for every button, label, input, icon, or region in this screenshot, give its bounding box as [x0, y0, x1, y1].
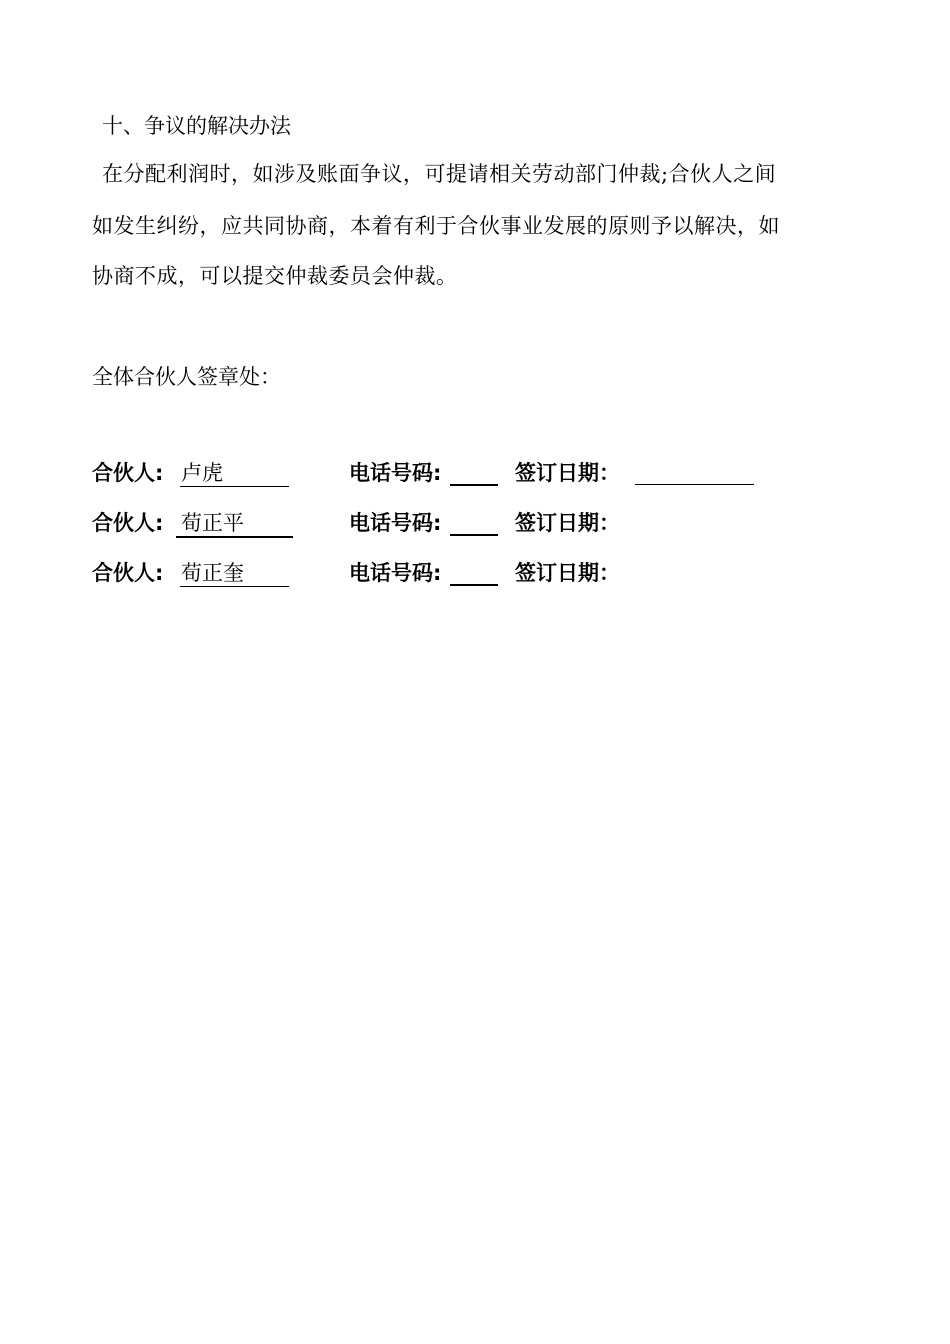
partner-name-field[interactable]: 荀正奎 — [180, 558, 289, 587]
partner-name-field[interactable]: 卢虎 — [180, 458, 289, 487]
paragraph-line-2: 如发生纠纷，应共同协商，本着有利于合伙事业发展的原则予以解决，如 — [92, 214, 780, 238]
date-label: 签订日期： — [515, 511, 620, 535]
phone-blank-field[interactable] — [450, 458, 498, 486]
phone-label: 电话号码: — [349, 561, 442, 585]
phone-blank-field[interactable] — [450, 508, 498, 536]
date-label: 签订日期： — [515, 561, 620, 585]
phone-blank-field[interactable] — [450, 558, 498, 586]
section-heading: 十、争议的解决办法 — [102, 114, 291, 138]
date-blank-field[interactable] — [635, 458, 754, 485]
partner-label: 合伙人: — [92, 561, 164, 585]
partner-row — [92, 458, 852, 492]
partner-label: 合伙人: — [92, 461, 164, 485]
phone-label: 电话号码: — [349, 461, 442, 485]
partner-row — [92, 508, 852, 542]
date-label: 签订日期： — [515, 461, 620, 485]
partner-label: 合伙人: — [92, 511, 164, 535]
paragraph-line-1: 在分配利润时，如涉及账面争议，可提请相关劳动部门仲裁;合伙人之间 — [102, 162, 777, 186]
phone-label: 电话号码: — [349, 511, 442, 535]
signature-section-title: 全体合伙人签章处： — [92, 365, 281, 389]
partner-row — [92, 558, 852, 592]
paragraph-line-3: 协商不成，可以提交仲裁委员会仲裁。 — [92, 264, 458, 288]
partner-name-field[interactable]: 荀正平 — [176, 508, 293, 538]
